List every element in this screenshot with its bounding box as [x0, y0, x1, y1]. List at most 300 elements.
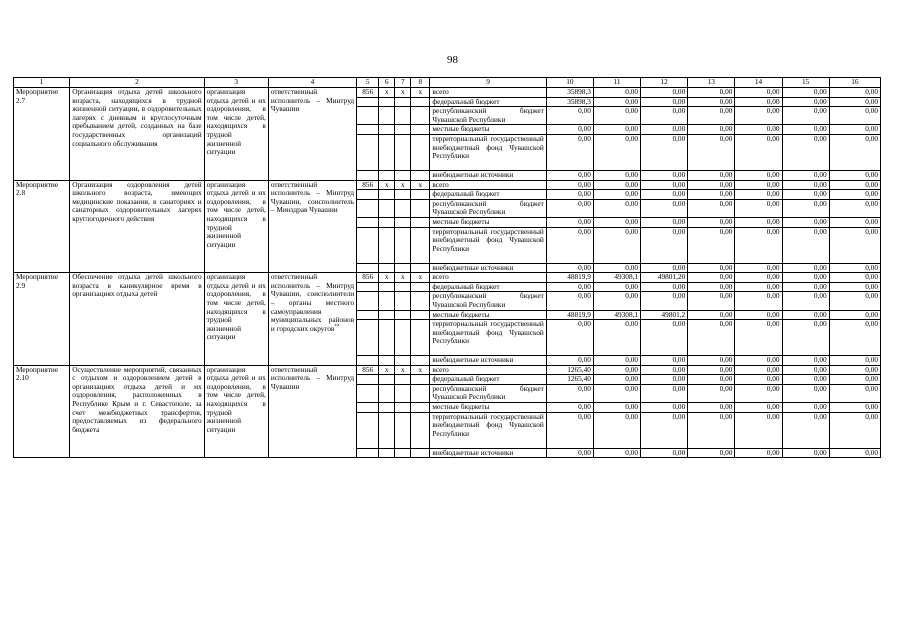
- measure-executors-text: ответственный исполнитель – Минтруд Чувашии, соисполнители – органы местного самоуправления муниципальных районов и городских округов: [270, 272, 355, 333]
- amount-cell: 0,00: [546, 125, 593, 135]
- amount-cell: 0,00: [782, 199, 829, 217]
- measure-participants: организация отдыха детей и их оздоровления, в том числе детей, находящихся в трудной жизненной ситуации: [204, 88, 268, 181]
- code-cell-empty: [411, 310, 430, 320]
- measure-executors: [268, 365, 356, 458]
- amount-cell: 0,00: [546, 170, 593, 180]
- code-cell-empty: [395, 190, 411, 200]
- measure-executors: [268, 180, 356, 273]
- amount-cell: 0,00: [641, 125, 688, 135]
- amount-cell: 0,00: [546, 199, 593, 217]
- code-cell-empty: [379, 282, 395, 292]
- funding-source: всего: [430, 88, 546, 98]
- amount-cell: 0,00: [688, 180, 735, 190]
- amount-cell: 0,00: [829, 190, 880, 200]
- amount-cell: 0,00: [688, 375, 735, 385]
- amount-cell: 0,00: [829, 97, 880, 107]
- funding-source: местные бюджеты: [430, 217, 546, 227]
- amount-cell: 0,00: [782, 170, 829, 180]
- amount-cell: 0,00: [829, 320, 880, 356]
- amount-cell: 49801,2: [641, 310, 688, 320]
- amount-cell: 0,00: [641, 448, 688, 458]
- funding-source: территориальный государственный внебюджетный фонд Чувашской Республики: [430, 320, 546, 356]
- amount-cell: 0,00: [735, 356, 782, 366]
- code-cell-empty: [379, 310, 395, 320]
- code-6: x: [379, 180, 395, 190]
- amount-cell: 0,00: [688, 320, 735, 356]
- amount-cell: 0,00: [593, 292, 640, 310]
- amount-cell: 0,00: [829, 375, 880, 385]
- column-header-11: 11: [593, 78, 640, 88]
- funding-source: внебюджетные источники: [430, 170, 546, 180]
- amount-cell: 35898,3: [546, 88, 593, 98]
- budget-code: 856: [357, 273, 379, 283]
- measure-participants: организация отдыха детей и их оздоровления, в том числе детей, находящихся в трудной жизненной ситуации: [204, 273, 268, 366]
- amount-cell: 0,00: [688, 170, 735, 180]
- amount-cell: 0,00: [829, 199, 880, 217]
- amount-cell: 1265,40: [546, 375, 593, 385]
- amount-cell: 0,00: [735, 375, 782, 385]
- code-cell-empty: [379, 227, 395, 263]
- amount-cell: 0,00: [829, 88, 880, 98]
- measure-name: Организация отдыха детей школьного возраста, находящихся в трудной жизненной ситуации, в оздоровительных лагерях с дневным и круглосуточным пребыванием детей, созданных на базе государственных организаций социального обслуживания: [70, 88, 204, 181]
- code-cell-empty: [411, 170, 430, 180]
- amount-cell: 0,00: [782, 273, 829, 283]
- funding-source: внебюджетные источники: [430, 448, 546, 458]
- amount-cell: 0,00: [735, 227, 782, 263]
- code-cell-empty: [395, 282, 411, 292]
- amount-cell: 0,00: [735, 412, 782, 448]
- column-header-3: 3: [204, 78, 268, 88]
- funding-source: всего: [430, 273, 546, 283]
- code-7: x: [395, 180, 411, 190]
- code-cell-empty: [379, 97, 395, 107]
- amount-cell: 0,00: [593, 412, 640, 448]
- code-cell-empty: [357, 412, 379, 448]
- amount-cell: 0,00: [546, 384, 593, 402]
- funding-source: республиканский бюджет Чувашской Республики: [430, 107, 546, 125]
- header-row: [14, 78, 881, 88]
- code-cell-empty: [379, 320, 395, 356]
- amount-cell: 0,00: [688, 134, 735, 170]
- code-cell-empty: [379, 217, 395, 227]
- code-cell-empty: [411, 227, 430, 263]
- code-cell-empty: [395, 134, 411, 170]
- amount-cell: 0,00: [735, 88, 782, 98]
- amount-cell: 0,00: [546, 107, 593, 125]
- amount-cell: 0,00: [641, 365, 688, 375]
- amount-cell: 0,00: [593, 263, 640, 273]
- amount-cell: 0,00: [782, 310, 829, 320]
- column-header-12: 12: [641, 78, 688, 88]
- code-cell-empty: [395, 375, 411, 385]
- code-cell-empty: [411, 356, 430, 366]
- amount-cell: 0,00: [782, 88, 829, 98]
- funding-source: республиканский бюджет Чувашской Республики: [430, 292, 546, 310]
- code-cell-empty: [357, 107, 379, 125]
- amount-cell: 0,00: [641, 412, 688, 448]
- amount-cell: 0,00: [546, 217, 593, 227]
- column-header-13: 13: [688, 78, 735, 88]
- code-cell-empty: [379, 170, 395, 180]
- code-cell-empty: [379, 448, 395, 458]
- amount-cell: 0,00: [641, 292, 688, 310]
- code-cell-empty: [411, 217, 430, 227]
- code-cell-empty: [357, 375, 379, 385]
- amount-cell: 0,00: [593, 97, 640, 107]
- code-cell-empty: [411, 384, 430, 402]
- amount-cell: 0,00: [782, 190, 829, 200]
- code-cell-empty: [357, 356, 379, 366]
- amount-cell: 0,00: [782, 384, 829, 402]
- amount-cell: 0,00: [735, 97, 782, 107]
- code-cell-empty: [357, 292, 379, 310]
- funding-source: федеральный бюджет: [430, 282, 546, 292]
- page-number: 98: [447, 54, 458, 66]
- amount-cell: 0,00: [782, 412, 829, 448]
- amount-cell: 35898,3: [546, 97, 593, 107]
- amount-cell: 49308,1: [593, 310, 640, 320]
- amount-cell: 0,00: [593, 356, 640, 366]
- budget-code: 856: [357, 365, 379, 375]
- measure-executors: [268, 273, 356, 366]
- amount-cell: 1265,40: [546, 365, 593, 375]
- funding-source: федеральный бюджет: [430, 375, 546, 385]
- amount-cell: 0,00: [593, 180, 640, 190]
- code-cell-empty: [411, 282, 430, 292]
- amount-cell: 0,00: [782, 375, 829, 385]
- amount-cell: 0,00: [782, 97, 829, 107]
- amount-cell: 0,00: [593, 365, 640, 375]
- code-8: x: [411, 88, 430, 98]
- footnote-mark: **: [334, 324, 340, 330]
- code-cell-empty: [357, 227, 379, 263]
- code-cell-empty: [411, 97, 430, 107]
- column-header-9: 9: [430, 78, 546, 88]
- code-8: x: [411, 180, 430, 190]
- code-cell-empty: [395, 403, 411, 413]
- amount-cell: 0,00: [593, 125, 640, 135]
- code-cell-empty: [357, 448, 379, 458]
- measure-id: Мероприятие 2.8: [14, 180, 70, 273]
- amount-cell: 0,00: [782, 448, 829, 458]
- amount-cell: 0,00: [593, 107, 640, 125]
- column-header-14: 14: [735, 78, 782, 88]
- amount-cell: 0,00: [688, 190, 735, 200]
- amount-cell: 0,00: [546, 227, 593, 263]
- amount-cell: 0,00: [782, 107, 829, 125]
- funding-source: местные бюджеты: [430, 403, 546, 413]
- amount-cell: 0,00: [593, 384, 640, 402]
- amount-cell: 0,00: [829, 134, 880, 170]
- code-cell-empty: [357, 190, 379, 200]
- code-cell-empty: [379, 292, 395, 310]
- code-cell-empty: [357, 199, 379, 217]
- code-cell-empty: [395, 263, 411, 273]
- column-header-1: 1: [14, 78, 70, 88]
- amount-cell: 0,00: [593, 199, 640, 217]
- code-cell-empty: [395, 217, 411, 227]
- code-cell-empty: [379, 190, 395, 200]
- amount-cell: 0,00: [688, 273, 735, 283]
- amount-cell: 0,00: [735, 365, 782, 375]
- amount-cell: 0,00: [782, 320, 829, 356]
- amount-cell: 0,00: [735, 292, 782, 310]
- amount-cell: 0,00: [735, 263, 782, 273]
- funding-source: местные бюджеты: [430, 125, 546, 135]
- amount-cell: 0,00: [829, 273, 880, 283]
- code-cell-empty: [411, 199, 430, 217]
- funding-source: внебюджетные источники: [430, 356, 546, 366]
- amount-cell: 0,00: [688, 125, 735, 135]
- amount-cell: 0,00: [735, 170, 782, 180]
- amount-cell: 0,00: [735, 273, 782, 283]
- funding-source: всего: [430, 365, 546, 375]
- funding-source: территориальный государственный внебюджетный фонд Чувашской Республики: [430, 227, 546, 263]
- measure-name: Организация оздоровления детей школьного возраста, имеющих медицинские показания, в санаториях и санаторных оздоровительных лагерях круглогодичного действия: [70, 180, 204, 273]
- amount-cell: 0,00: [688, 88, 735, 98]
- amount-cell: 0,00: [829, 356, 880, 366]
- amount-cell: 0,00: [546, 403, 593, 413]
- amount-cell: 0,00: [593, 217, 640, 227]
- amount-cell: 0,00: [829, 227, 880, 263]
- amount-cell: 0,00: [829, 217, 880, 227]
- code-7: x: [395, 365, 411, 375]
- code-cell-empty: [411, 448, 430, 458]
- amount-cell: 0,00: [829, 310, 880, 320]
- code-cell-empty: [357, 282, 379, 292]
- code-cell-empty: [411, 403, 430, 413]
- measure-id: Мероприятие 2.10: [14, 365, 70, 458]
- column-header-4: 4: [268, 78, 356, 88]
- column-header-16: 16: [829, 78, 880, 88]
- amount-cell: 0,00: [735, 125, 782, 135]
- amount-cell: 0,00: [782, 227, 829, 263]
- funding-source: федеральный бюджет: [430, 97, 546, 107]
- amount-cell: 0,00: [593, 282, 640, 292]
- code-cell-empty: [379, 107, 395, 125]
- amount-cell: 0,00: [546, 292, 593, 310]
- amount-cell: 0,00: [641, 107, 688, 125]
- amount-cell: 0,00: [829, 125, 880, 135]
- code-7: x: [395, 88, 411, 98]
- amount-cell: 0,00: [688, 403, 735, 413]
- code-cell-empty: [411, 107, 430, 125]
- amount-cell: 0,00: [735, 134, 782, 170]
- code-cell-empty: [395, 107, 411, 125]
- amount-cell: 0,00: [641, 170, 688, 180]
- amount-cell: 0,00: [735, 448, 782, 458]
- code-cell-empty: [357, 170, 379, 180]
- code-cell-empty: [379, 375, 395, 385]
- amount-cell: 0,00: [688, 448, 735, 458]
- amount-cell: 0,00: [735, 199, 782, 217]
- amount-cell: 0,00: [688, 384, 735, 402]
- funding-source: внебюджетные источники: [430, 263, 546, 273]
- code-6: x: [379, 365, 395, 375]
- code-cell-empty: [379, 134, 395, 170]
- amount-cell: 0,00: [546, 263, 593, 273]
- amount-cell: 0,00: [829, 403, 880, 413]
- measure-executors: [268, 88, 356, 181]
- amount-cell: 0,00: [735, 320, 782, 356]
- code-cell-empty: [395, 292, 411, 310]
- amount-cell: 0,00: [782, 356, 829, 366]
- amount-cell: 0,00: [641, 227, 688, 263]
- amount-cell: 0,00: [829, 365, 880, 375]
- code-7: x: [395, 273, 411, 283]
- funding-source: республиканский бюджет Чувашской Республики: [430, 199, 546, 217]
- code-cell-empty: [379, 263, 395, 273]
- code-6: x: [379, 88, 395, 98]
- amount-cell: 0,00: [688, 365, 735, 375]
- budget-table: [13, 77, 881, 458]
- code-cell-empty: [357, 320, 379, 356]
- amount-cell: 0,00: [829, 292, 880, 310]
- measure-executors-text: ответственный исполнитель – Минтруд Чувашии, соисполнитель – Минздрав Чувашии: [270, 180, 355, 215]
- amount-cell: 0,00: [546, 320, 593, 356]
- code-cell-empty: [379, 412, 395, 448]
- code-cell-empty: [395, 170, 411, 180]
- amount-cell: 0,00: [593, 170, 640, 180]
- code-cell-empty: [379, 384, 395, 402]
- budget-code: 856: [357, 180, 379, 190]
- amount-cell: 49801,20: [641, 273, 688, 283]
- amount-cell: 0,00: [593, 375, 640, 385]
- amount-cell: 0,00: [829, 412, 880, 448]
- amount-cell: 0,00: [688, 199, 735, 217]
- amount-cell: 0,00: [546, 282, 593, 292]
- amount-cell: 0,00: [688, 356, 735, 366]
- code-cell-empty: [357, 310, 379, 320]
- measure-id: Мероприятие 2.9: [14, 273, 70, 366]
- amount-cell: 0,00: [546, 356, 593, 366]
- amount-cell: 0,00: [641, 88, 688, 98]
- code-cell-empty: [411, 190, 430, 200]
- code-cell-empty: [379, 125, 395, 135]
- amount-cell: 0,00: [688, 292, 735, 310]
- code-8: x: [411, 273, 430, 283]
- code-cell-empty: [395, 97, 411, 107]
- table-row: [14, 365, 881, 375]
- amount-cell: 0,00: [735, 217, 782, 227]
- amount-cell: 0,00: [829, 384, 880, 402]
- amount-cell: 0,00: [641, 320, 688, 356]
- code-cell-empty: [395, 199, 411, 217]
- amount-cell: 0,00: [735, 310, 782, 320]
- amount-cell: 0,00: [593, 448, 640, 458]
- amount-cell: 0,00: [735, 190, 782, 200]
- code-cell-empty: [357, 403, 379, 413]
- code-cell-empty: [395, 448, 411, 458]
- column-header-6: 6: [379, 78, 395, 88]
- amount-cell: 0,00: [829, 448, 880, 458]
- code-cell-empty: [411, 320, 430, 356]
- amount-cell: 48819,9: [546, 273, 593, 283]
- amount-cell: 0,00: [593, 320, 640, 356]
- amount-cell: 0,00: [735, 403, 782, 413]
- code-cell-empty: [395, 384, 411, 402]
- amount-cell: 0,00: [593, 88, 640, 98]
- code-cell-empty: [357, 384, 379, 402]
- column-header-2: 2: [70, 78, 204, 88]
- code-cell-empty: [395, 412, 411, 448]
- column-header-5: 5: [357, 78, 379, 88]
- amount-cell: 0,00: [546, 180, 593, 190]
- amount-cell: 0,00: [829, 180, 880, 190]
- amount-cell: 0,00: [641, 190, 688, 200]
- amount-cell: 0,00: [641, 282, 688, 292]
- column-header-15: 15: [782, 78, 829, 88]
- code-cell-empty: [379, 356, 395, 366]
- funding-source: территориальный государственный внебюджетный фонд Чувашской Республики: [430, 412, 546, 448]
- measure-executors-text: ответственный исполнитель – Минтруд Чувашии: [270, 87, 355, 114]
- code-cell-empty: [357, 263, 379, 273]
- amount-cell: 0,00: [593, 134, 640, 170]
- amount-cell: 0,00: [782, 403, 829, 413]
- code-cell-empty: [395, 320, 411, 356]
- table-row: [14, 273, 881, 283]
- measure-name: Обеспечение отдыха детей школьного возраста в каникулярное время в организациях отдыха детей: [70, 273, 204, 366]
- amount-cell: 0,00: [641, 180, 688, 190]
- amount-cell: 0,00: [546, 190, 593, 200]
- measure-id: Мероприятие 2.7: [14, 88, 70, 181]
- amount-cell: 0,00: [829, 170, 880, 180]
- code-cell-empty: [411, 375, 430, 385]
- amount-cell: 0,00: [688, 282, 735, 292]
- amount-cell: 0,00: [641, 199, 688, 217]
- code-8: x: [411, 365, 430, 375]
- amount-cell: 0,00: [782, 180, 829, 190]
- amount-cell: 0,00: [641, 384, 688, 402]
- measure-participants: организация отдыха детей и их оздоровления, в том числе детей, находящихся в трудной жизненной ситуации: [204, 365, 268, 458]
- column-header-10: 10: [546, 78, 593, 88]
- funding-source: всего: [430, 180, 546, 190]
- amount-cell: 0,00: [829, 263, 880, 273]
- code-cell-empty: [411, 125, 430, 135]
- column-header-8: 8: [411, 78, 430, 88]
- code-cell-empty: [411, 412, 430, 448]
- amount-cell: 0,00: [546, 412, 593, 448]
- table-row: [14, 180, 881, 190]
- code-cell-empty: [357, 125, 379, 135]
- code-cell-empty: [357, 134, 379, 170]
- amount-cell: 0,00: [641, 134, 688, 170]
- amount-cell: 0,00: [735, 180, 782, 190]
- amount-cell: 0,00: [688, 412, 735, 448]
- measure-executors-text: ответственный исполнитель – Минтруд Чувашии: [270, 365, 355, 391]
- amount-cell: 0,00: [829, 107, 880, 125]
- code-cell-empty: [411, 134, 430, 170]
- amount-cell: 0,00: [688, 227, 735, 263]
- amount-cell: 0,00: [688, 107, 735, 125]
- measure-participants: организация отдыха детей и их оздоровления, в том числе детей, находящихся в трудной жизненной ситуации: [204, 180, 268, 273]
- measure-name: Осуществление мероприятий, связанных с отдыхом и оздоровлением детей в организациях отдыха детей и их оздоровления, расположенных в Республике Крым и г. Севастополе, за счет межбюджетных трансфертов, предоставляемых из федерального бюджета: [70, 365, 204, 458]
- funding-source: местные бюджеты: [430, 310, 546, 320]
- amount-cell: 49308,1: [593, 273, 640, 283]
- budget-code: 856: [357, 88, 379, 98]
- amount-cell: 0,00: [688, 263, 735, 273]
- amount-cell: 0,00: [782, 125, 829, 135]
- code-cell-empty: [411, 263, 430, 273]
- amount-cell: 0,00: [735, 107, 782, 125]
- amount-cell: 0,00: [546, 134, 593, 170]
- amount-cell: 0,00: [641, 356, 688, 366]
- amount-cell: 0,00: [593, 227, 640, 263]
- amount-cell: 0,00: [829, 282, 880, 292]
- code-cell-empty: [411, 292, 430, 310]
- table-row: [14, 88, 881, 98]
- amount-cell: 0,00: [782, 292, 829, 310]
